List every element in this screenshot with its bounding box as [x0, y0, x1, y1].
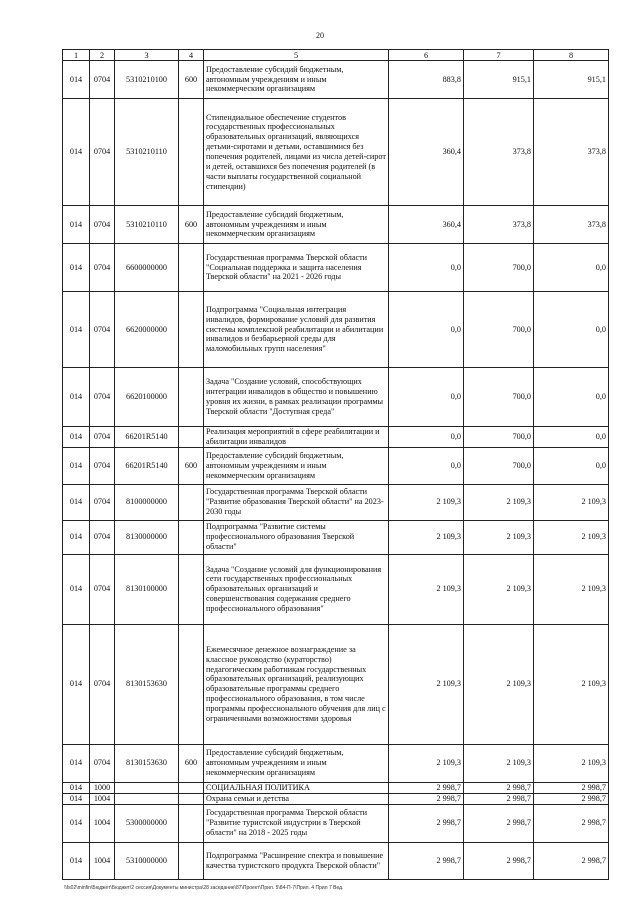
- cell-section-code: 1004: [90, 804, 115, 842]
- header-col-7: 7: [464, 50, 534, 61]
- table-row: [63, 520, 609, 554]
- cell-target-code: 6600000000: [115, 244, 179, 292]
- cell-value-col7: 2 998,7: [464, 804, 534, 842]
- cell-target-code: 6620000000: [115, 292, 179, 368]
- cell-section-code: 0704: [90, 292, 115, 368]
- cell-admin-code: 014: [63, 368, 90, 427]
- cell-value-col8: 373,8: [534, 99, 609, 206]
- cell-value-col8: 2 109,3: [534, 484, 609, 520]
- cell-section-code: 0704: [90, 447, 115, 484]
- cell-target-code: 5300000000: [115, 804, 179, 842]
- cell-value-col6: 360,4: [389, 99, 464, 206]
- cell-expense-type: [179, 554, 204, 624]
- cell-admin-code: 014: [63, 520, 90, 554]
- cell-admin-code: 014: [63, 427, 90, 448]
- cell-name: Подпрограмма "Социальная интеграция инвалидов, формирование условий для развития системы комплексной реабилитации и абилитации инвалидов и безбарьерной среды для маломобильных групп населения": [204, 292, 389, 368]
- cell-name: Предоставление субсидий бюджетным, автономным учреждениям и иным некоммерческим организациям: [204, 447, 389, 484]
- cell-admin-code: 014: [63, 447, 90, 484]
- cell-admin-code: 014: [63, 624, 90, 744]
- cell-section-code: 1004: [90, 842, 115, 879]
- cell-target-code: 5310000000: [115, 842, 179, 879]
- table-row: [63, 744, 609, 782]
- cell-value-col6: 0,0: [389, 427, 464, 448]
- cell-admin-code: 014: [63, 782, 90, 793]
- cell-value-col6: 2 109,3: [389, 484, 464, 520]
- cell-expense-type: [179, 804, 204, 842]
- cell-expense-type: [179, 484, 204, 520]
- cell-section-code: 0704: [90, 427, 115, 448]
- cell-value-col6: 2 998,7: [389, 782, 464, 793]
- header-col-4: 4: [179, 50, 204, 61]
- cell-name: Государственная программа Тверской области "Социальная поддержка и защита населения Тверской области" на 2021 - 2026 годы: [204, 244, 389, 292]
- cell-name: Подпрограмма "Расширение спектра и повышение качества туристского продукта Тверской области": [204, 842, 389, 879]
- cell-value-col8: 2 109,3: [534, 520, 609, 554]
- cell-target-code: 6620100000: [115, 368, 179, 427]
- cell-value-col7: 700,0: [464, 447, 534, 484]
- page-number: 20: [316, 31, 324, 40]
- cell-value-col6: 0,0: [389, 447, 464, 484]
- cell-target-code: 8130153630: [115, 624, 179, 744]
- table-row: [63, 554, 609, 624]
- cell-section-code: 0704: [90, 624, 115, 744]
- cell-target-code: 8130153630: [115, 744, 179, 782]
- cell-expense-type: [179, 520, 204, 554]
- table-row: [63, 206, 609, 244]
- cell-section-code: 0704: [90, 520, 115, 554]
- cell-value-col7: 2 109,3: [464, 484, 534, 520]
- cell-value-col6: 2 109,3: [389, 554, 464, 624]
- cell-name: Предоставление субсидий бюджетным, автономным учреждениям и иным некоммерческим организациям: [204, 744, 389, 782]
- cell-name: Государственная программа Тверской области "Развитие образования Тверской области" на 2023-2030 годы: [204, 484, 389, 520]
- cell-expense-type: 600: [179, 61, 204, 99]
- cell-expense-type: [179, 782, 204, 793]
- cell-value-col7: 2 109,3: [464, 554, 534, 624]
- cell-value-col6: 0,0: [389, 244, 464, 292]
- table-row: [63, 793, 609, 804]
- cell-section-code: 0704: [90, 368, 115, 427]
- table-row: [63, 624, 609, 744]
- cell-target-code: 8130000000: [115, 520, 179, 554]
- header-col-5: 5: [204, 50, 389, 61]
- cell-value-col6: 360,4: [389, 206, 464, 244]
- table-row: [63, 99, 609, 206]
- cell-name: Государственная программа Тверской области "Развитие туристской индустрии в Тверской области" на 2018 - 2025 годы: [204, 804, 389, 842]
- table-row: [63, 427, 609, 448]
- table-row: [63, 484, 609, 520]
- cell-expense-type: [179, 292, 204, 368]
- footer-file-path: \\fs02\minfin\Бюджет\Бюджет\2 сессия\Документы министра\28 заседание\87\Проект\Прил. 5\84-П-7\Прил. 4 Прил 7 Вед.: [64, 885, 344, 891]
- cell-name: СОЦИАЛЬНАЯ ПОЛИТИКА: [204, 782, 389, 793]
- table-row: [63, 292, 609, 368]
- cell-section-code: 0704: [90, 744, 115, 782]
- cell-target-code: [115, 793, 179, 804]
- table-row: [63, 368, 609, 427]
- cell-value-col7: 700,0: [464, 244, 534, 292]
- cell-section-code: 0704: [90, 99, 115, 206]
- cell-admin-code: 014: [63, 793, 90, 804]
- cell-admin-code: 014: [63, 206, 90, 244]
- cell-expense-type: 600: [179, 744, 204, 782]
- cell-admin-code: 014: [63, 804, 90, 842]
- cell-value-col6: 0,0: [389, 292, 464, 368]
- cell-target-code: 5310210110: [115, 99, 179, 206]
- cell-admin-code: 014: [63, 842, 90, 879]
- cell-value-col8: 915,1: [534, 61, 609, 99]
- cell-target-code: 8100000000: [115, 484, 179, 520]
- cell-value-col8: 0,0: [534, 447, 609, 484]
- cell-value-col8: 2 109,3: [534, 744, 609, 782]
- cell-expense-type: [179, 427, 204, 448]
- cell-admin-code: 014: [63, 484, 90, 520]
- cell-expense-type: [179, 99, 204, 206]
- cell-value-col8: 0,0: [534, 368, 609, 427]
- cell-name: Предоставление субсидий бюджетным, автономным учреждениям и иным некоммерческим организациям: [204, 61, 389, 99]
- cell-expense-type: 600: [179, 447, 204, 484]
- cell-expense-type: [179, 624, 204, 744]
- cell-name: Ежемесячное денежное вознаграждение за классное руководство (кураторство) педагогическим работникам государственных образовательных организаций, реализующих образовательные программы среднего профессионального образования, в том числе программы профессионального обучения для лиц с ограниченными возможностями здоровья: [204, 624, 389, 744]
- cell-name: Стипендиальное обеспечение студентов государственных профессиональных образовательных организаций, являющихся детьми-сиротами и детьми, оставшимися без попечения родителей, лицами из числа детей-сирот и детей, оставшихся без попечения родителей (в части выплаты государственной социальной стипендии): [204, 99, 389, 206]
- cell-value-col6: 0,0: [389, 368, 464, 427]
- header-col-2: 2: [90, 50, 115, 61]
- cell-value-col7: 700,0: [464, 427, 534, 448]
- cell-value-col7: 2 109,3: [464, 624, 534, 744]
- cell-value-col8: 2 109,3: [534, 554, 609, 624]
- cell-expense-type: 600: [179, 206, 204, 244]
- cell-section-code: 0704: [90, 244, 115, 292]
- cell-value-col8: 0,0: [534, 292, 609, 368]
- table-row: [63, 842, 609, 879]
- cell-value-col6: 2 998,7: [389, 842, 464, 879]
- cell-name: Реализация мероприятий в сфере реабилитации и абилитации инвалидов: [204, 427, 389, 448]
- cell-value-col7: 915,1: [464, 61, 534, 99]
- cell-admin-code: 014: [63, 244, 90, 292]
- cell-value-col8: 2 998,7: [534, 793, 609, 804]
- cell-value-col6: 2 109,3: [389, 624, 464, 744]
- cell-value-col8: 2 109,3: [534, 624, 609, 744]
- cell-value-col8: 0,0: [534, 244, 609, 292]
- cell-admin-code: 014: [63, 554, 90, 624]
- cell-value-col8: 373,8: [534, 206, 609, 244]
- cell-name: Задача "Создание условий для функционирования сети государственных профессиональных образовательных организаций и совершенствования содержания среднего профессионального образования": [204, 554, 389, 624]
- cell-admin-code: 014: [63, 61, 90, 99]
- header-col-8: 8: [534, 50, 609, 61]
- cell-value-col8: 0,0: [534, 427, 609, 448]
- table-row: [63, 804, 609, 842]
- cell-expense-type: [179, 244, 204, 292]
- cell-value-col6: 2 109,3: [389, 520, 464, 554]
- cell-target-code: 66201R5140: [115, 427, 179, 448]
- cell-value-col8: 2 998,7: [534, 804, 609, 842]
- cell-target-code: 5310210110: [115, 206, 179, 244]
- cell-value-col8: 2 998,7: [534, 782, 609, 793]
- cell-value-col7: 373,8: [464, 206, 534, 244]
- cell-name: Подпрограмма "Развитие системы профессионального образования Тверской области": [204, 520, 389, 554]
- cell-admin-code: 014: [63, 744, 90, 782]
- cell-section-code: 1004: [90, 793, 115, 804]
- cell-value-col6: 2 998,7: [389, 793, 464, 804]
- cell-section-code: 0704: [90, 61, 115, 99]
- cell-section-code: 0704: [90, 554, 115, 624]
- cell-target-code: 8130100000: [115, 554, 179, 624]
- cell-section-code: 0704: [90, 484, 115, 520]
- cell-name: Охрана семьи и детства: [204, 793, 389, 804]
- cell-target-code: [115, 782, 179, 793]
- cell-value-col7: 2 998,7: [464, 842, 534, 879]
- cell-expense-type: [179, 793, 204, 804]
- cell-name: Предоставление субсидий бюджетным, автономным учреждениям и иным некоммерческим организациям: [204, 206, 389, 244]
- cell-admin-code: 014: [63, 99, 90, 206]
- header-col-1: 1: [63, 50, 90, 61]
- cell-value-col7: 2 998,7: [464, 782, 534, 793]
- cell-admin-code: 014: [63, 292, 90, 368]
- cell-name: Задача "Создание условий, способствующих интеграции инвалидов в общество и повышению уровня их жизни, в рамках реализации программы Тверской области "Доступная среда": [204, 368, 389, 427]
- cell-value-col7: 700,0: [464, 292, 534, 368]
- cell-value-col6: 2 998,7: [389, 804, 464, 842]
- cell-value-col8: 2 998,7: [534, 842, 609, 879]
- table-row: [63, 447, 609, 484]
- table-row: [63, 782, 609, 793]
- cell-section-code: 0704: [90, 206, 115, 244]
- cell-value-col7: 700,0: [464, 368, 534, 427]
- table-header-row: [63, 50, 609, 61]
- cell-expense-type: [179, 842, 204, 879]
- table-row: [63, 61, 609, 99]
- cell-value-col6: 2 109,3: [389, 744, 464, 782]
- cell-section-code: 1000: [90, 782, 115, 793]
- cell-target-code: 5310210100: [115, 61, 179, 99]
- cell-value-col7: 2 109,3: [464, 744, 534, 782]
- cell-value-col6: 883,8: [389, 61, 464, 99]
- cell-target-code: 66201R5140: [115, 447, 179, 484]
- header-col-3: 3: [115, 50, 179, 61]
- cell-value-col7: 373,8: [464, 99, 534, 206]
- cell-expense-type: [179, 368, 204, 427]
- cell-value-col7: 2 998,7: [464, 793, 534, 804]
- budget-table: [62, 49, 609, 880]
- cell-value-col7: 2 109,3: [464, 520, 534, 554]
- header-col-6: 6: [389, 50, 464, 61]
- table-row: [63, 244, 609, 292]
